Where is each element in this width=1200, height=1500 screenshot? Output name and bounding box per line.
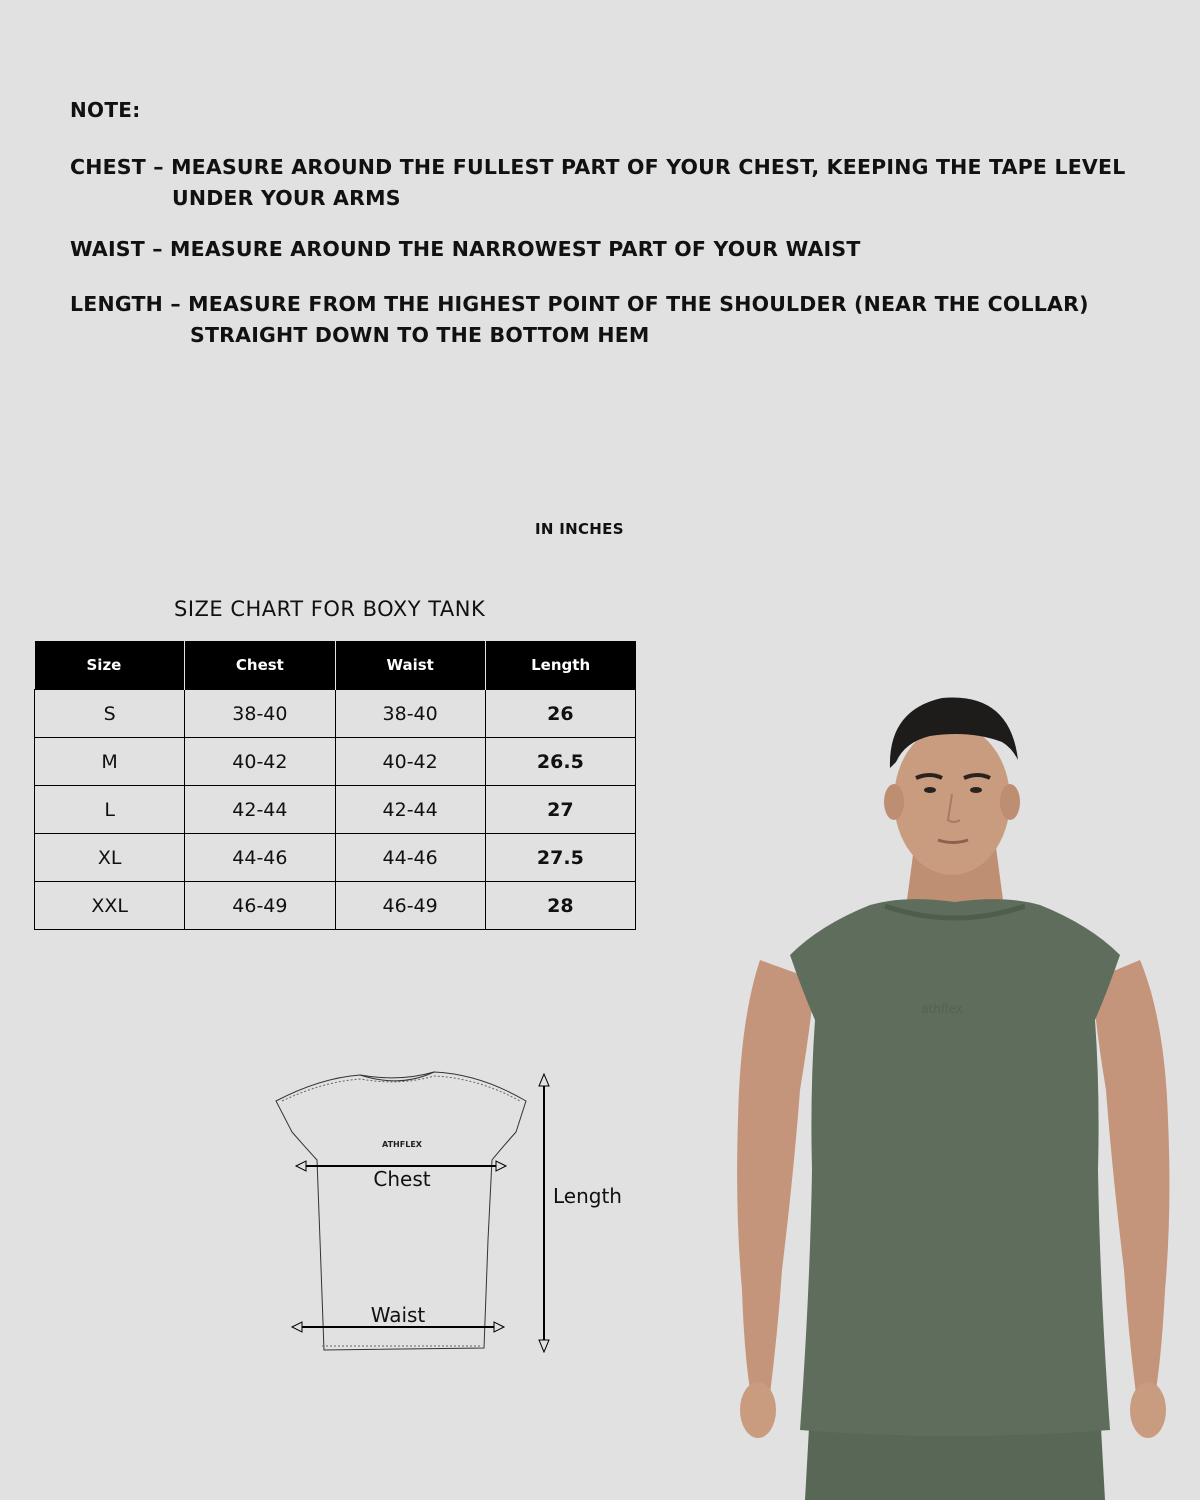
size-chart-table — [34, 641, 636, 930]
cell-length: 26 — [485, 690, 635, 738]
cell-chest: 38-40 — [185, 690, 335, 738]
note-length-line2: STRAIGHT DOWN TO THE BOTTOM HEM — [190, 323, 650, 347]
cell-size: XXL — [35, 882, 185, 930]
cell-length: 27.5 — [485, 834, 635, 882]
cell-length: 26.5 — [485, 738, 635, 786]
cell-waist: 44-46 — [335, 834, 485, 882]
table-row — [35, 690, 636, 738]
table-row — [35, 786, 636, 834]
cell-waist: 40-42 — [335, 738, 485, 786]
model-left-eye — [924, 787, 936, 793]
cell-waist: 46-49 — [335, 882, 485, 930]
unit-label: IN INCHES — [535, 520, 624, 538]
model-left-hand — [740, 1382, 776, 1438]
table-row — [35, 882, 636, 930]
model-shirt-logo: athflex — [921, 1002, 963, 1016]
cell-length: 27 — [485, 786, 635, 834]
size-chart-title: SIZE CHART FOR BOXY TANK — [174, 597, 486, 621]
tank-measurement-diagram — [260, 1060, 660, 1370]
cell-size: S — [35, 690, 185, 738]
note-length — [70, 289, 1089, 351]
model-right-ear — [1000, 784, 1020, 820]
table-row — [35, 738, 636, 786]
cell-length: 28 — [485, 882, 635, 930]
model-right-eye — [970, 787, 982, 793]
table-row — [35, 834, 636, 882]
note-chest — [70, 152, 1125, 214]
cell-waist: 42-44 — [335, 786, 485, 834]
model-right-hand — [1130, 1382, 1166, 1438]
header-size: Size — [35, 641, 185, 690]
model-photo — [720, 690, 1190, 1500]
cell-chest: 44-46 — [185, 834, 335, 882]
cell-size: L — [35, 786, 185, 834]
note-chest-line2: UNDER YOUR ARMS — [172, 186, 401, 210]
header-length: Length — [485, 641, 635, 690]
cell-chest: 42-44 — [185, 786, 335, 834]
cell-size: XL — [35, 834, 185, 882]
header-chest: Chest — [185, 641, 335, 690]
cell-waist: 38-40 — [335, 690, 485, 738]
cell-chest: 40-42 — [185, 738, 335, 786]
chest-label: Chest — [373, 1167, 431, 1191]
model-left-arm — [737, 960, 815, 1394]
model-left-ear — [884, 784, 904, 820]
note-waist-line1: WAIST – MEASURE AROUND THE NARROWEST PART OF YOUR WAIST — [70, 237, 861, 261]
waist-label: Waist — [370, 1303, 426, 1327]
model-tank-top — [790, 899, 1120, 1436]
length-label: Length — [553, 1184, 622, 1208]
size-chart-header-row — [35, 641, 636, 690]
length-arrow — [539, 1074, 549, 1352]
cell-chest: 46-49 — [185, 882, 335, 930]
diagram-brand: ATHFLEX — [382, 1140, 422, 1149]
note-title: NOTE: — [70, 98, 141, 122]
header-waist: Waist — [335, 641, 485, 690]
note-waist — [70, 234, 861, 265]
note-length-line1: LENGTH – MEASURE FROM THE HIGHEST POINT OF THE SHOULDER (NEAR THE COLLAR) — [70, 292, 1089, 316]
note-chest-line1: CHEST – MEASURE AROUND THE FULLEST PART OF YOUR CHEST, KEEPING THE TAPE LEVEL — [70, 155, 1126, 179]
cell-size: M — [35, 738, 185, 786]
